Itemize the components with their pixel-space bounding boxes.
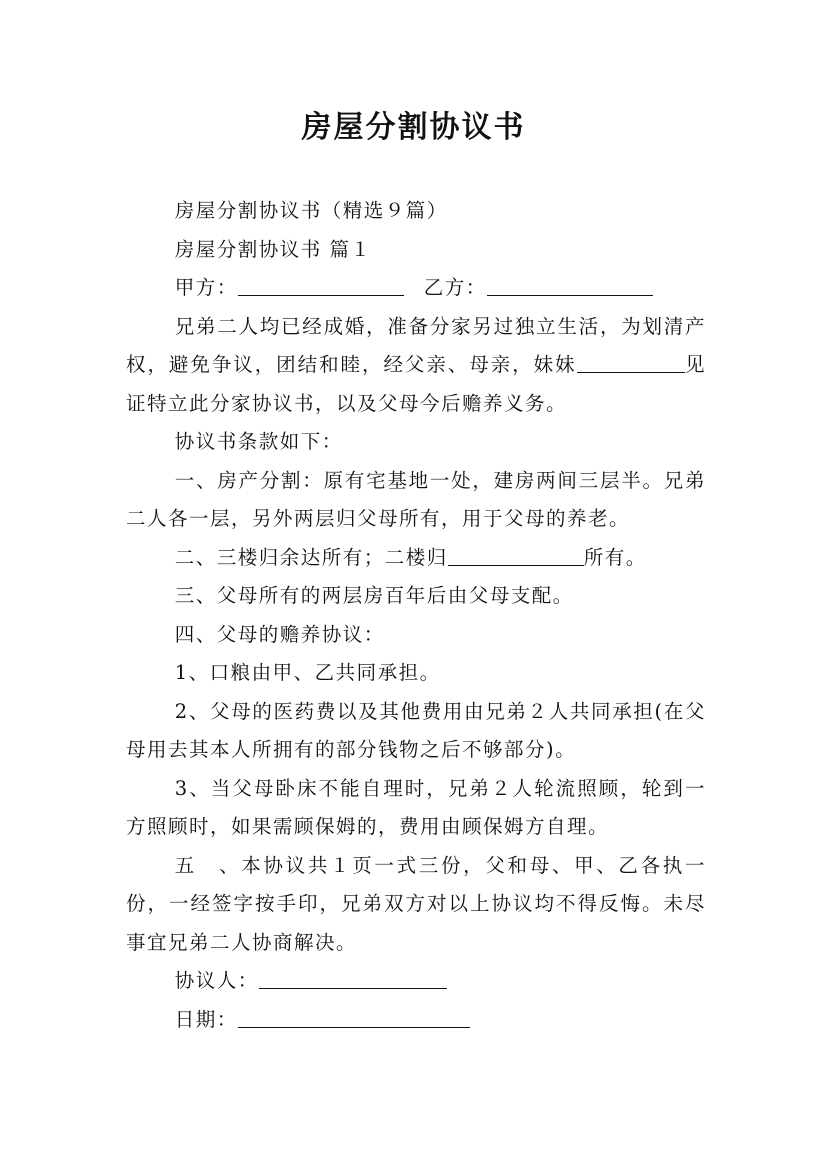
- party-a-blank: [238, 275, 404, 296]
- item-3: 3、当父母卧床不能自理时，兄弟２人轮流照顾，轮到一方照顾时，如果需顾保姆的，费用由顾保姆方自理。: [126, 776, 706, 838]
- terms-heading: 协议书条款如下：: [174, 430, 343, 453]
- second-floor-owner-blank: [448, 545, 584, 566]
- clause-5: 五 、本协议共１页一式三份，父和母、甲、乙各执一份，一经签字按手印，兄弟双方对以上协议均不得反悔。未尽事宜兄弟二人协商解决。: [126, 853, 706, 954]
- party-b-label: 乙方：: [423, 276, 487, 299]
- document-title: 房屋分割协议书: [301, 110, 526, 145]
- section-heading: 房屋分割协议书 篇１: [174, 237, 372, 261]
- signer-blank: [259, 968, 447, 989]
- item-1: 1、口粮由甲、乙共同承担。: [174, 661, 441, 684]
- document-body: [126, 192, 706, 1039]
- clause-1: 一、房产分割：原有宅基地一处，建房两间三层半。兄弟二人各一层，另外两层归父母所有，用于父母的养老。: [126, 468, 706, 530]
- date-line: [126, 1001, 706, 1040]
- signer-line: [126, 962, 706, 1001]
- subtitle: 房屋分割协议书（精选９篇）: [174, 199, 448, 222]
- date-blank: [238, 1007, 470, 1028]
- clause-2-text-1: 二、三楼归余达所有；二楼归: [174, 545, 448, 569]
- item-2: 2、父母的医药费以及其他费用由兄弟２人共同承担(在父母用去其本人所拥有的部分钱物之后不够部分)。: [126, 699, 706, 761]
- party-a-label: 甲方：: [174, 276, 238, 299]
- intro-paragraph: [126, 308, 706, 424]
- parties-line: [126, 269, 706, 308]
- clause-2: [126, 539, 706, 578]
- clause-3: 三、父母所有的两层房百年后由父母支配。: [174, 584, 574, 607]
- signer-label: 协议人：: [174, 969, 259, 992]
- intro-text-1: 兄弟二人均已经成婚，准备分家另过独立生活，为划清产权，避免争议，团结和睦，经父亲、母亲，妹妹: [126, 314, 706, 376]
- clause-4-heading: 四、父母的赡养协议：: [174, 622, 385, 646]
- party-b-blank: [487, 275, 653, 296]
- intro-text-2: 见证特立此分家协议书，以及父母今后赡养义务。: [126, 353, 706, 415]
- date-label: 日期：: [174, 1007, 238, 1031]
- clause-2-text-2: 所有。: [583, 545, 647, 569]
- witness-blank: [577, 352, 685, 373]
